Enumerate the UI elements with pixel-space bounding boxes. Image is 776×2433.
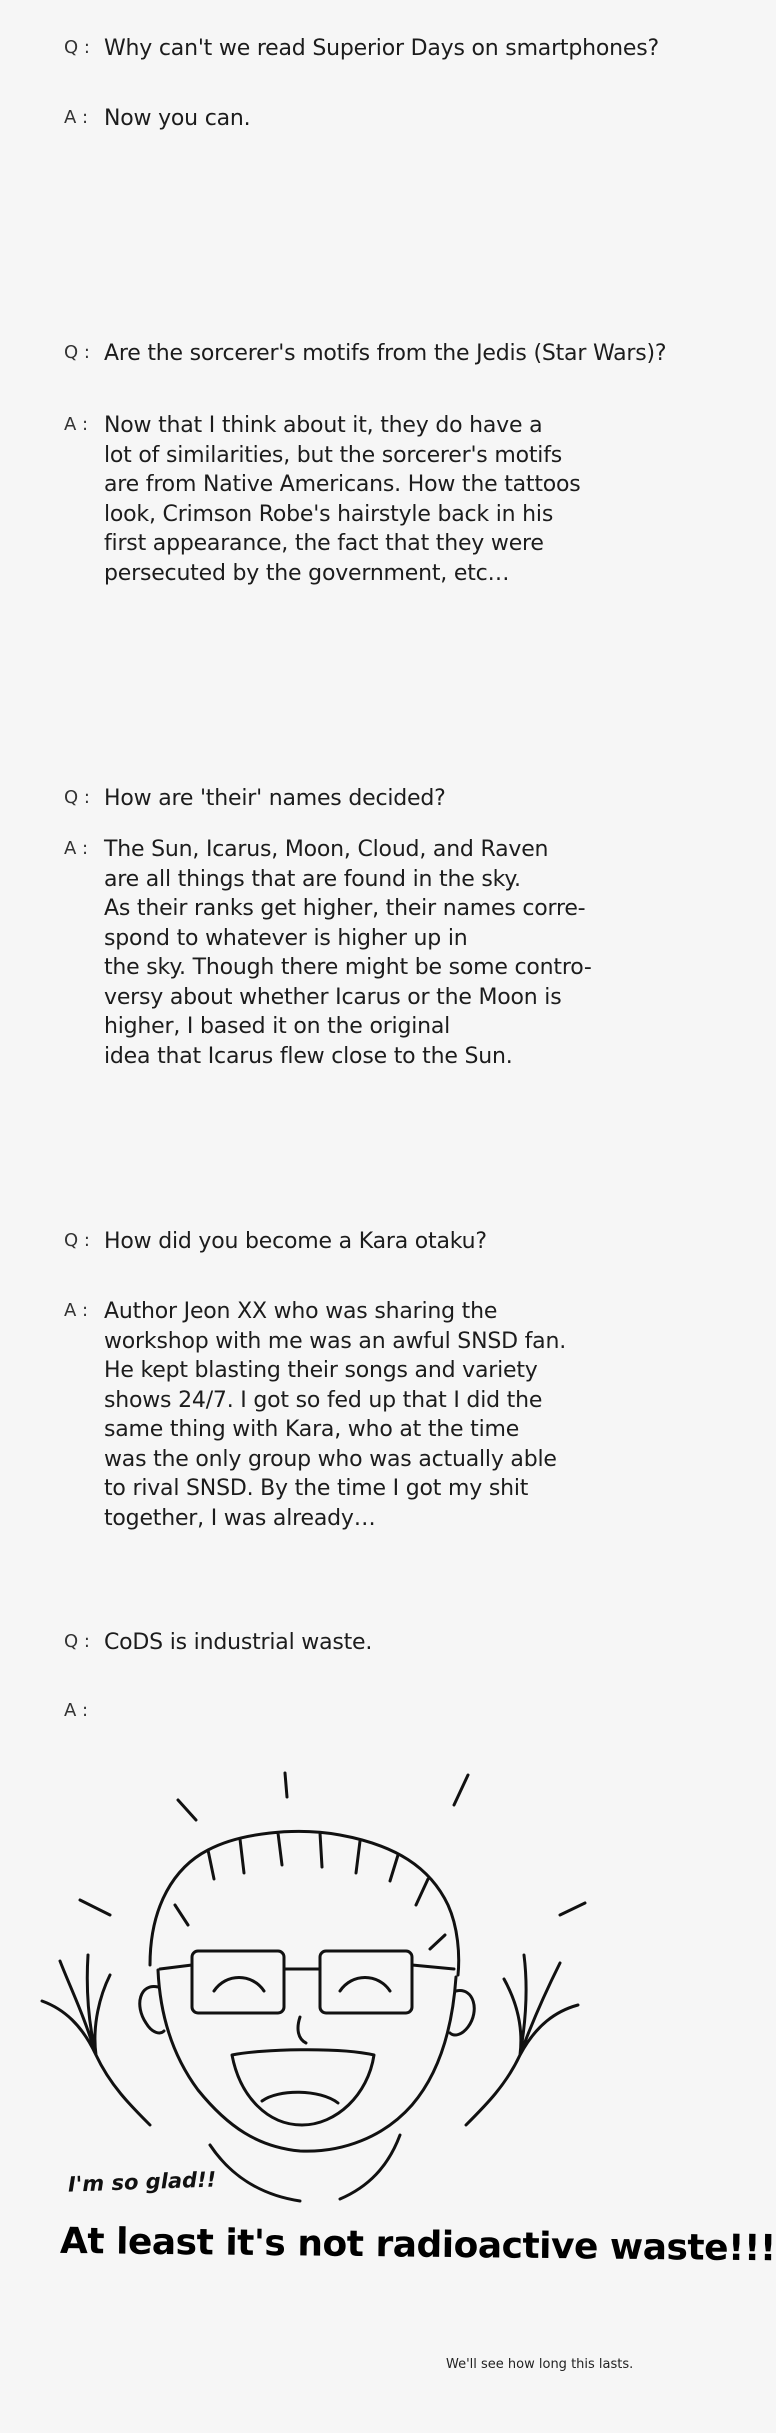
footnote: We'll see how long this lasts. <box>446 2357 634 2372</box>
q-label: Q : <box>64 1631 90 1652</box>
answer-text: Now you can. <box>104 106 251 131</box>
q-label: Q : <box>64 342 90 363</box>
q-label: Q : <box>64 1230 90 1251</box>
author-cartoon-illustration <box>0 1755 690 2225</box>
caption-im-so-glad: I'm so glad!! <box>67 2167 217 2197</box>
left-hand <box>42 1955 150 2125</box>
tongue <box>262 2092 338 2103</box>
question-text: How did you become a Kara otaku? <box>104 1229 487 1254</box>
question-text: CoDS is industrial waste. <box>104 1630 373 1655</box>
answer-text: The Sun, Icarus, Moon, Cloud, and Raven are all things that are found in the sky. As their ranks get higher, their names corre- spond to whatever is higher up in the sky. Though there might be some contro- versy about whether Icarus or the Moon is higher, I based it on the original idea that Icarus flew close to the Sun. <box>104 837 592 1069</box>
question-text: Are the sorcerer's motifs from the Jedis (Star Wars)? <box>104 341 667 366</box>
a-label: A : <box>64 1300 89 1321</box>
question-text: Why can't we read Superior Days on smartphones? <box>104 36 659 61</box>
right-eye <box>340 1978 390 1992</box>
excitement-lines <box>80 1773 585 1915</box>
caption-radioactive-waste: At least it's not radioactive waste!!! <box>59 2220 776 2270</box>
q-label: Q : <box>64 37 90 58</box>
question-text: How are 'their' names decided? <box>104 786 446 811</box>
a-label: A : <box>64 838 89 859</box>
mouth <box>232 2050 374 2125</box>
glasses <box>160 1951 454 2013</box>
nose <box>298 2017 306 2043</box>
right-hand <box>466 1955 578 2125</box>
left-eye <box>214 1978 264 1992</box>
a-label: A : <box>64 414 89 435</box>
answer-text: Author Jeon XX who was sharing the workshop with me was an awful SNSD fan. He kept blasting their songs and variety shows 24/7. I got so fed up that I did the same thing with Kara, who at the time was the only group who was actually able to rival SNSD. By the time I got my shit together, I was already… <box>104 1299 566 1531</box>
answer-text: Now that I think about it, they do have a lot of similarities, but the sorcerer's motifs are from Native Americans. How the tattoos look, Crimson Robe's hairstyle back in his first appearance, the fact that they were persecuted by the government, etc… <box>104 413 581 586</box>
shoulders <box>210 2135 400 2201</box>
q-label: Q : <box>64 787 90 808</box>
a-label: A : <box>64 1700 89 1721</box>
a-label: A : <box>64 107 89 128</box>
